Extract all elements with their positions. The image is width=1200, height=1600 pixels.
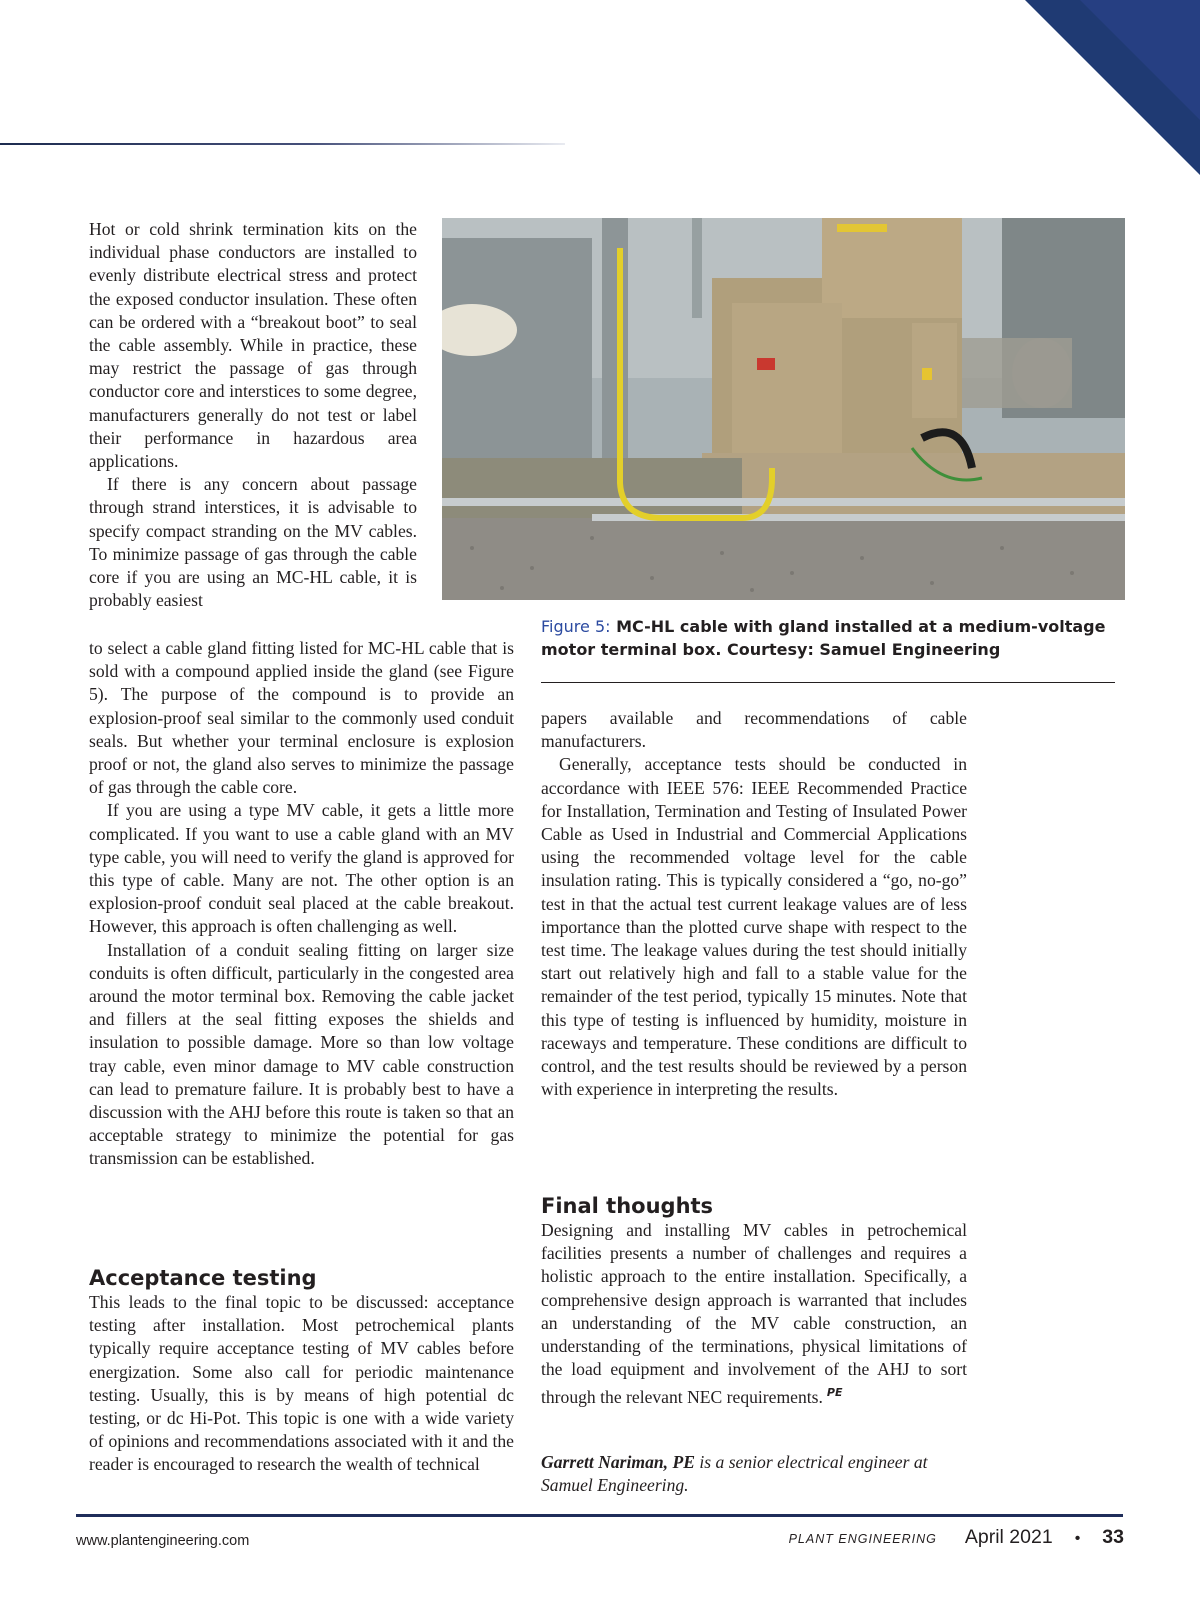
- footer-rule: [76, 1514, 1123, 1517]
- column-1-top: [89, 218, 417, 612]
- header-rule: [0, 143, 565, 145]
- author-bio: [541, 1451, 967, 1497]
- footer-url[interactable]: www.plantengineering.com: [76, 1533, 250, 1549]
- paragraph: This leads to the final topic to be discussed: acceptance testing after installation. Most petrochemical plants typically require acceptance testing of MV cables before energization. Some also call for periodic maintenance testing. Usually, this is by means of high potential dc testing, or dc Hi-Pot. This topic is one with a wide variety of opinions and recommendations associated with it and the reader is encouraged to research the wealth of technical: [89, 1292, 514, 1475]
- footer-info: [789, 1526, 1124, 1549]
- corner-accent-inner: [1080, 0, 1200, 120]
- caption-rule: [541, 682, 1115, 683]
- paragraph: If you are using a type MV cable, it gets a little more complicated. If you want to use a cable gland with an MV type cable, you will need to verify the gland is approved for this type of cable. Many are not. The other option is an explosion-proof conduit seal placed at the cable breakout. However, this approach is often challenging as well.: [89, 800, 514, 937]
- section-heading-final: Final thoughts: [541, 1194, 714, 1218]
- figure-5-photo: [442, 218, 1125, 600]
- final-section: [541, 1219, 967, 1409]
- issue-date: April 2021: [964, 1526, 1053, 1548]
- page-number: 33: [1102, 1526, 1124, 1548]
- paragraph: Installation of a conduit sealing fitting on larger size conduits is often difficult, particularly in the congested area around the motor terminal box. Removing the cable jacket and fillers at the seal fitting exposes the shields and insulation to possible damage. More so than low voltage tray cable, even minor damage to MV cable construction can lead to premature failure. It is probably best to have a discussion with the AHJ before this route is taken so that an acceptable strategy to minimize the potential for gas transmission can be established.: [89, 939, 514, 1169]
- column-1-bottom: [89, 637, 514, 1171]
- acceptance-section: [89, 1291, 514, 1477]
- caption-text: MC-HL cable with gland installed at a medium-voltage motor terminal box. Courtesy: Samuel Engineering: [541, 617, 1106, 659]
- column-2: [541, 707, 967, 1101]
- paragraph: If there is any concern about passage through strand interstices, it is advisable to specify compact stranding on the MV cables. To minimize passage of gas through the cable core if you are using an MC-HL cable, it is probably easiest: [89, 474, 417, 611]
- magazine-name: PLANT ENGINEERING: [788, 1532, 937, 1546]
- end-mark-icon: PE: [826, 1386, 843, 1400]
- paragraph: [541, 1219, 967, 1409]
- final-text: Designing and installing MV cables in petrochemical facilities presents a number of challenges and requires a holistic approach to the entire installation. Specifically, a comprehensive design approach is warranted that includes an understanding of the MV cable construction, an understanding of the terminations, physical limitations of the load equipment and involvement of the AHJ to sort through the relevant NEC requirements.: [541, 1220, 967, 1408]
- paragraph: Generally, acceptance tests should be conducted in accordance with IEEE 576: IEEE Recommended Practice for Installation, Termination and Testing of Insulated Power Cable as Used in Industrial and Commercial Applications using the recommended voltage level for the cable insulation rating. This is typically considered a “go, no-go” test in that the actual test current leakage values are of less importance than the plotted curve shape with respect to the test time. The leakage values during the test should initially start out relatively high and fall to a stable value for the remainder of the test period, typically 15 minutes. Note that this type of testing is influenced by humidity, moisture in raceways and temperature. These conditions are difficult to control, and the test results should be reviewed by a person with experience in interpreting the results.: [541, 754, 967, 1100]
- paragraph: to select a cable gland fitting listed for MC-HL cable that is sold with a compound applied inside the gland (see Figure 5). The purpose of the compound is to provide an explosion-proof seal similar to the commonly used conduit seals. But whether your terminal enclosure is explosion proof or not, the gland also serves to minimize the passage of gas through the cable core.: [89, 638, 514, 798]
- figure-caption: [541, 615, 1121, 661]
- paragraph: Hot or cold shrink termination kits on the individual phase conductors are installed to evenly distribute electrical stress and protect the exposed conductor insulation. These often can be ordered with a “breakout boot” to seal the cable assembly. While in practice, these may restrict the passage of gas through conductor core and interstices to some degree, manufacturers generally do not test or label their performance in hazardous area applications.: [89, 219, 417, 472]
- bullet-separator: •: [1074, 1530, 1081, 1547]
- section-heading-acceptance: Acceptance testing: [89, 1266, 317, 1290]
- author-name: Garrett Nariman, PE: [541, 1452, 695, 1472]
- paragraph: papers available and recommendations of cable manufacturers.: [541, 708, 967, 752]
- figure-label: Figure 5:: [541, 617, 611, 636]
- author-description: is a senior electrical engineer at Samuel Engineering.: [541, 1452, 928, 1496]
